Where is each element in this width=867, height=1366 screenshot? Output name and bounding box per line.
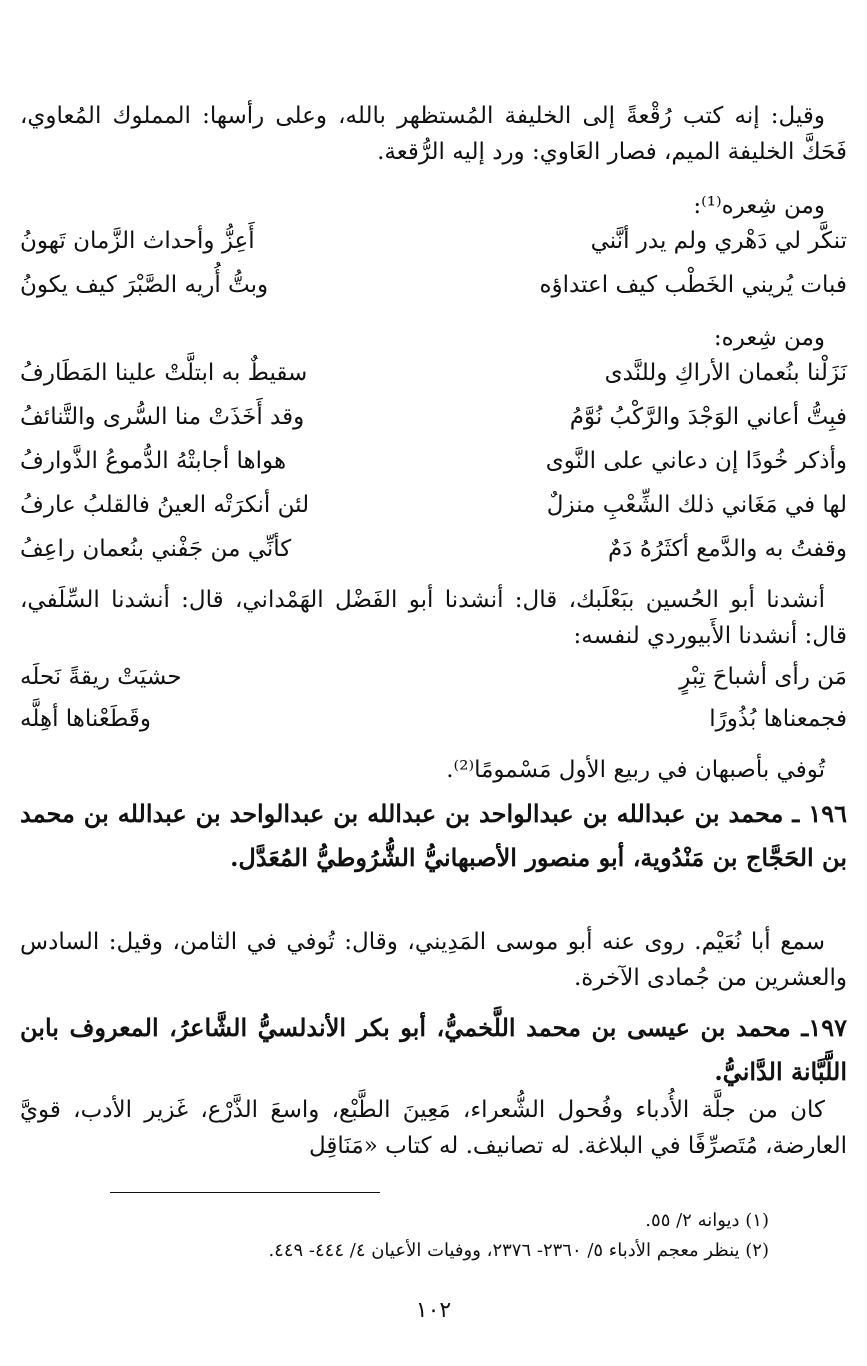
- entry-196-body: سمع أبا نُعَيْم. روى عنه أبو موسى المَدِيني، وقال: تُوفي في الثامن، وقيل: السادس والعشرين من جُمادى الآخرة.: [20, 929, 847, 991]
- verse-first-hemistich: وأذكر خُودًا إن دعاني على النَّوى: [545, 448, 847, 474]
- entry-196-heading: ١٩٦ ـ محمد بن عبدالله بن عبدالواحد بن عبدالله بن عبدالواحد بن عبدالله بن محمد بن الحَجَّاج بن مَنْدُوية، أبو منصور الأصبهانيُّ الشُّرُوطيُّ المُعَدَّل.: [20, 799, 848, 872]
- poem3-verse: [20, 706, 847, 750]
- poem2-verse: [20, 360, 847, 404]
- verse-first-hemistich: فبات يُريني الخَطْب كيف اعتداؤه: [539, 272, 847, 298]
- verse-first-hemistich: نَزَلْنا بنُعمان الأراكِ وللنَّدى: [604, 360, 847, 386]
- verse-second-hemistich: سقيطٌ به ابتلَّتْ علينا المَطَارفُ: [20, 360, 308, 386]
- poem2-verse: [20, 492, 847, 536]
- verse-first-hemistich: فبِتُّ أعاني الوَجْدَ والرَّكْبُ نُوَّمُ: [569, 404, 847, 430]
- verse-second-hemistich: حشيَتْ ريقةً نَحلَه: [20, 664, 182, 690]
- poem1-verse: [20, 228, 847, 272]
- verse-first-hemistich: تنكَّر لي دَهْري ولم يدر أنَّني: [590, 228, 847, 254]
- intro-paragraph: وقيل: إنه كتب رُقْعةً إلى الخليفة المُستظهر بالله، وعلى رأسها: المملوك المُعاوي، فَحَكَّ الخليفة الميم، فصار العَاوي: ورد إليه الرُّقعة.: [20, 103, 847, 165]
- footnote: (٢) ينظر معجم الأدباء ٥/ ٢٣٦٠- ٢٣٧٦، ووفيات الأعيان ٤/ ٤٤٤- ٤٤٩.: [268, 1240, 769, 1261]
- poem1-intro: ومن شِعره⁽¹⁾:: [693, 193, 825, 219]
- footnote: (١) ديوانه ٢/ ٥٥.: [645, 1210, 769, 1231]
- entry-197-heading: ١٩٧ـ محمد بن عيسى بن محمد اللَّخميُّ، أبو بكر الأندلسيُّ الشَّاعرُ، المعروف بابن اللَّبَّانة الدَّانيُّ.: [20, 1013, 847, 1086]
- verse-first-hemistich: فجمعناها بُذُورًا: [709, 706, 847, 732]
- poem2-verse: [20, 536, 847, 580]
- footnote-separator: [110, 1192, 380, 1193]
- verse-second-hemistich: هواها أجابتْهُ الدُّموعُ الذَّوارفُ: [20, 448, 287, 474]
- verse-second-hemistich: وقَطَعْناها أهِلَّه: [20, 706, 151, 732]
- verse-first-hemistich: مَن رأى أشباحَ تِبْرٍ: [679, 664, 847, 690]
- poem2-intro: ومن شِعره:: [713, 325, 825, 351]
- poem1-verse: [20, 272, 847, 316]
- poem3-verse: [20, 664, 847, 708]
- poem2-verse: [20, 404, 847, 448]
- verse-second-hemistich: كأنِّي من جَفْني بنُعمان راعِفُ: [20, 536, 292, 562]
- verse-first-hemistich: وقفتُ به والدَّمع أكثَرُهُ دَمٌ: [608, 536, 847, 562]
- verse-second-hemistich: وقد أَخَذَتْ منا السُّرى والتَّنائفُ: [20, 404, 305, 430]
- page-number: ١٠٢: [415, 1298, 452, 1323]
- poem2-verse: [20, 448, 847, 492]
- death-note: تُوفي بأصبهان في ربيع الأول مَسْمومًا⁽²⁾.: [446, 757, 825, 783]
- narration-paragraph: أنشدنا أبو الحُسين ببَعْلَبك، قال: أنشدنا أبو الفَضْل الهَمْداني، قال: أنشدنا السِّلَفي، قال: أنشدنا الأَبيوردي لنفسه:: [20, 587, 847, 649]
- verse-second-hemistich: أَعِزُّ وأحداث الزَّمان تَهونُ: [20, 228, 255, 254]
- verse-first-hemistich: لها في مَغَاني ذلك الشِّعْبِ منزلٌ: [546, 492, 847, 518]
- entry-197-body: كان من جلَّة الأُدباء وفُحول الشُّعراء، مَعِينَ الطَّبْع، واسعَ الذَّرْع، غَزير الأدب، قويَّ العارضة، مُتَصرِّفًا في البلاغة. له تصانيف. له كتاب «مَنَاقِل: [20, 1097, 847, 1159]
- verse-second-hemistich: لئن أنكرَتْه العينُ فالقلبُ عارفُ: [20, 492, 310, 518]
- verse-second-hemistich: وبتُّ أُريه الصَّبْرَ كيف يكونُ: [20, 272, 269, 298]
